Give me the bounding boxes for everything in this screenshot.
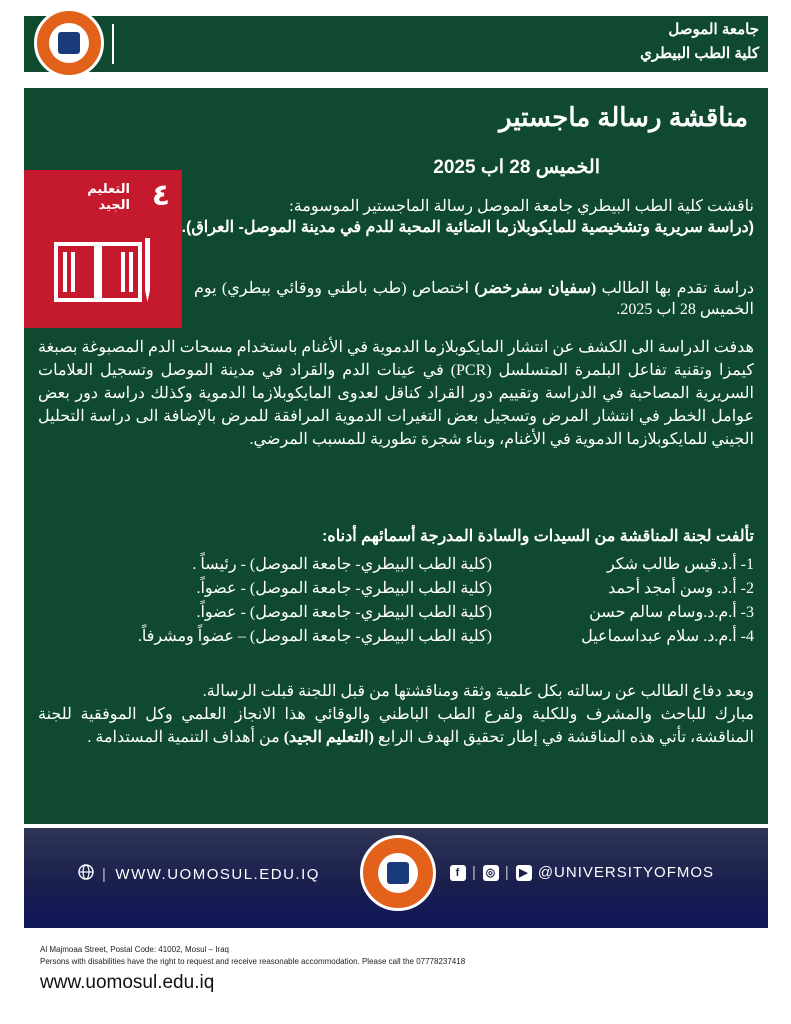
announcement-panel — [24, 88, 768, 824]
closing-line1: وبعد دفاع الطالب عن رسالته بكل علمية وثقة ومناقشتها من قبل اللجنة قبلت الرسالة. — [202, 683, 754, 700]
member-affiliation: (كلية الطب البيطري- جامعة الموصل) - رئيساً . — [192, 556, 492, 573]
presenter-paragraph — [194, 278, 754, 320]
member-affiliation: (كلية الطب البيطري- جامعة الموصل) - عضواً. — [196, 580, 492, 597]
thesis-title — [174, 217, 754, 238]
college-name: كلية الطب البيطري — [640, 45, 759, 62]
member-name: 2- أ.د. وسن أمجد أحمد — [608, 580, 754, 597]
accessibility-note: Persons with disabilities have the right to request and receive reasonable accommodation. Please call the 07778237418 — [40, 957, 466, 966]
facebook-icon[interactable]: f — [450, 865, 466, 881]
closing-paragraph — [38, 680, 754, 749]
intro-paragraph — [174, 196, 754, 238]
header-text — [640, 18, 759, 66]
closing-line2-suffix: من أهداف التنمية المستدامة . — [87, 729, 284, 746]
committee-member — [38, 554, 754, 576]
youtube-icon[interactable]: ▶ — [516, 865, 532, 881]
committee-member — [38, 626, 754, 648]
committee-member — [38, 578, 754, 600]
sdg-label — [87, 182, 130, 214]
seal-icon — [387, 862, 409, 884]
intro-line: ناقشت كلية الطب البيطري جامعة الموصل رسالة الماجستير الموسومة: — [289, 198, 754, 215]
social-handle[interactable]: @UNIVERSITYOFMOS — [537, 864, 715, 881]
member-affiliation: (كلية الطب البيطري- جامعة الموصل) – عضواً ومشرفاً. — [137, 628, 492, 645]
footer-separator: | — [102, 865, 108, 883]
member-name: 3- أ.م.د.وسام سالم حسن — [589, 604, 754, 621]
university-logo — [34, 8, 104, 78]
sdg4-badge — [24, 170, 182, 328]
thesis-title-text: (دراسة سريرية وتشخيصية للمايكوبلازما الضائية المحبة للدم في مدينة الموصل- العراق). — [181, 219, 754, 236]
presenter-prefix: دراسة تقدم بها الطالب — [596, 280, 755, 297]
footer-separator: | — [504, 864, 510, 881]
committee-member — [38, 602, 754, 624]
footer-separator: | — [472, 864, 477, 881]
closing-line2-prefix: مبارك للباحث والمشرف وللكلية ولفرع الطب الباطني والوقائي هذا الانجاز العلمي وكل الموفقية للجنة المناقشة، تأتي هذه المناقشة في إطار تحقيق الهدف الرابع — [38, 706, 754, 746]
address-line: Al Majmoaa Street, Postal Code: 41002, Mosul – Iraq — [40, 945, 229, 954]
student-name: (سفيان سفرخضر) — [474, 280, 597, 297]
member-name: 1- أ.د.قيس طالب شكر — [606, 556, 754, 573]
sdg-label-line2: الجيد — [98, 198, 130, 213]
presenter-suffix: اختصاص (طب باطني ووقائي بيطري) يوم الخميس 28 اب 2025. — [194, 280, 754, 318]
abstract-paragraph: هدفت الدراسة الى الكشف عن انتشار المايكوبلازما الدموية في الأغنام باستخدام مسحات الدم المصبوغة بصبغة كيمزا وتقنية تفاعل البلمرة المتسلسل (PCR) في عينات الدم والقراد في مدينة الموصل وتسجيل العلامات السريرية المصاحبة في الدراسة وتقييم دور القراد كناقل لعدوى المايكوبلازما الدموية وكذلك دراسة دور بعض عوامل الخطر في انتشار المرض وتسجيل بعض التغيرات الدموية المرافقة للمرض بالإضافة الى دراسة التحليل الجيني للمايكوبلازما الدموية في الأغنام، وبناء شجرة تطورية للمسبب المرضي. — [38, 339, 754, 448]
sdg-label-line1: التعليم — [87, 182, 130, 197]
header-divider — [112, 24, 114, 64]
committee-title: تألفت لجنة المناقشة من السيدات والسادة المدرجة أسمائهم أدناه: — [322, 528, 754, 545]
sdg-number: ٤ — [151, 178, 170, 213]
closing-line2 — [38, 703, 754, 749]
page-title: مناقشة رسالة ماجستير — [499, 102, 748, 132]
footer-website-text[interactable]: WWW.UOMOSUL.EDU.IQ — [115, 865, 320, 883]
bottom-website-link[interactable]: www.uomosul.edu.iq — [40, 972, 215, 993]
date: الخميس 28 اب 2025 — [433, 157, 600, 178]
member-affiliation: (كلية الطب البيطري- جامعة الموصل) - عضواً. — [196, 604, 492, 621]
seal-icon — [58, 32, 80, 54]
instagram-icon[interactable]: ◎ — [483, 865, 499, 881]
address-block — [40, 944, 465, 968]
university-name: جامعة الموصل — [668, 21, 759, 38]
sdg-goal-name: (التعليم الجيد) — [283, 729, 374, 746]
footer-university-logo — [360, 835, 436, 911]
member-name: 4- أ.م.د. سلام عبداسماعيل — [581, 628, 754, 645]
globe-icon — [78, 864, 94, 884]
footer-website[interactable] — [78, 864, 320, 884]
open-book-icon — [54, 238, 154, 306]
footer-social[interactable] — [450, 864, 714, 881]
